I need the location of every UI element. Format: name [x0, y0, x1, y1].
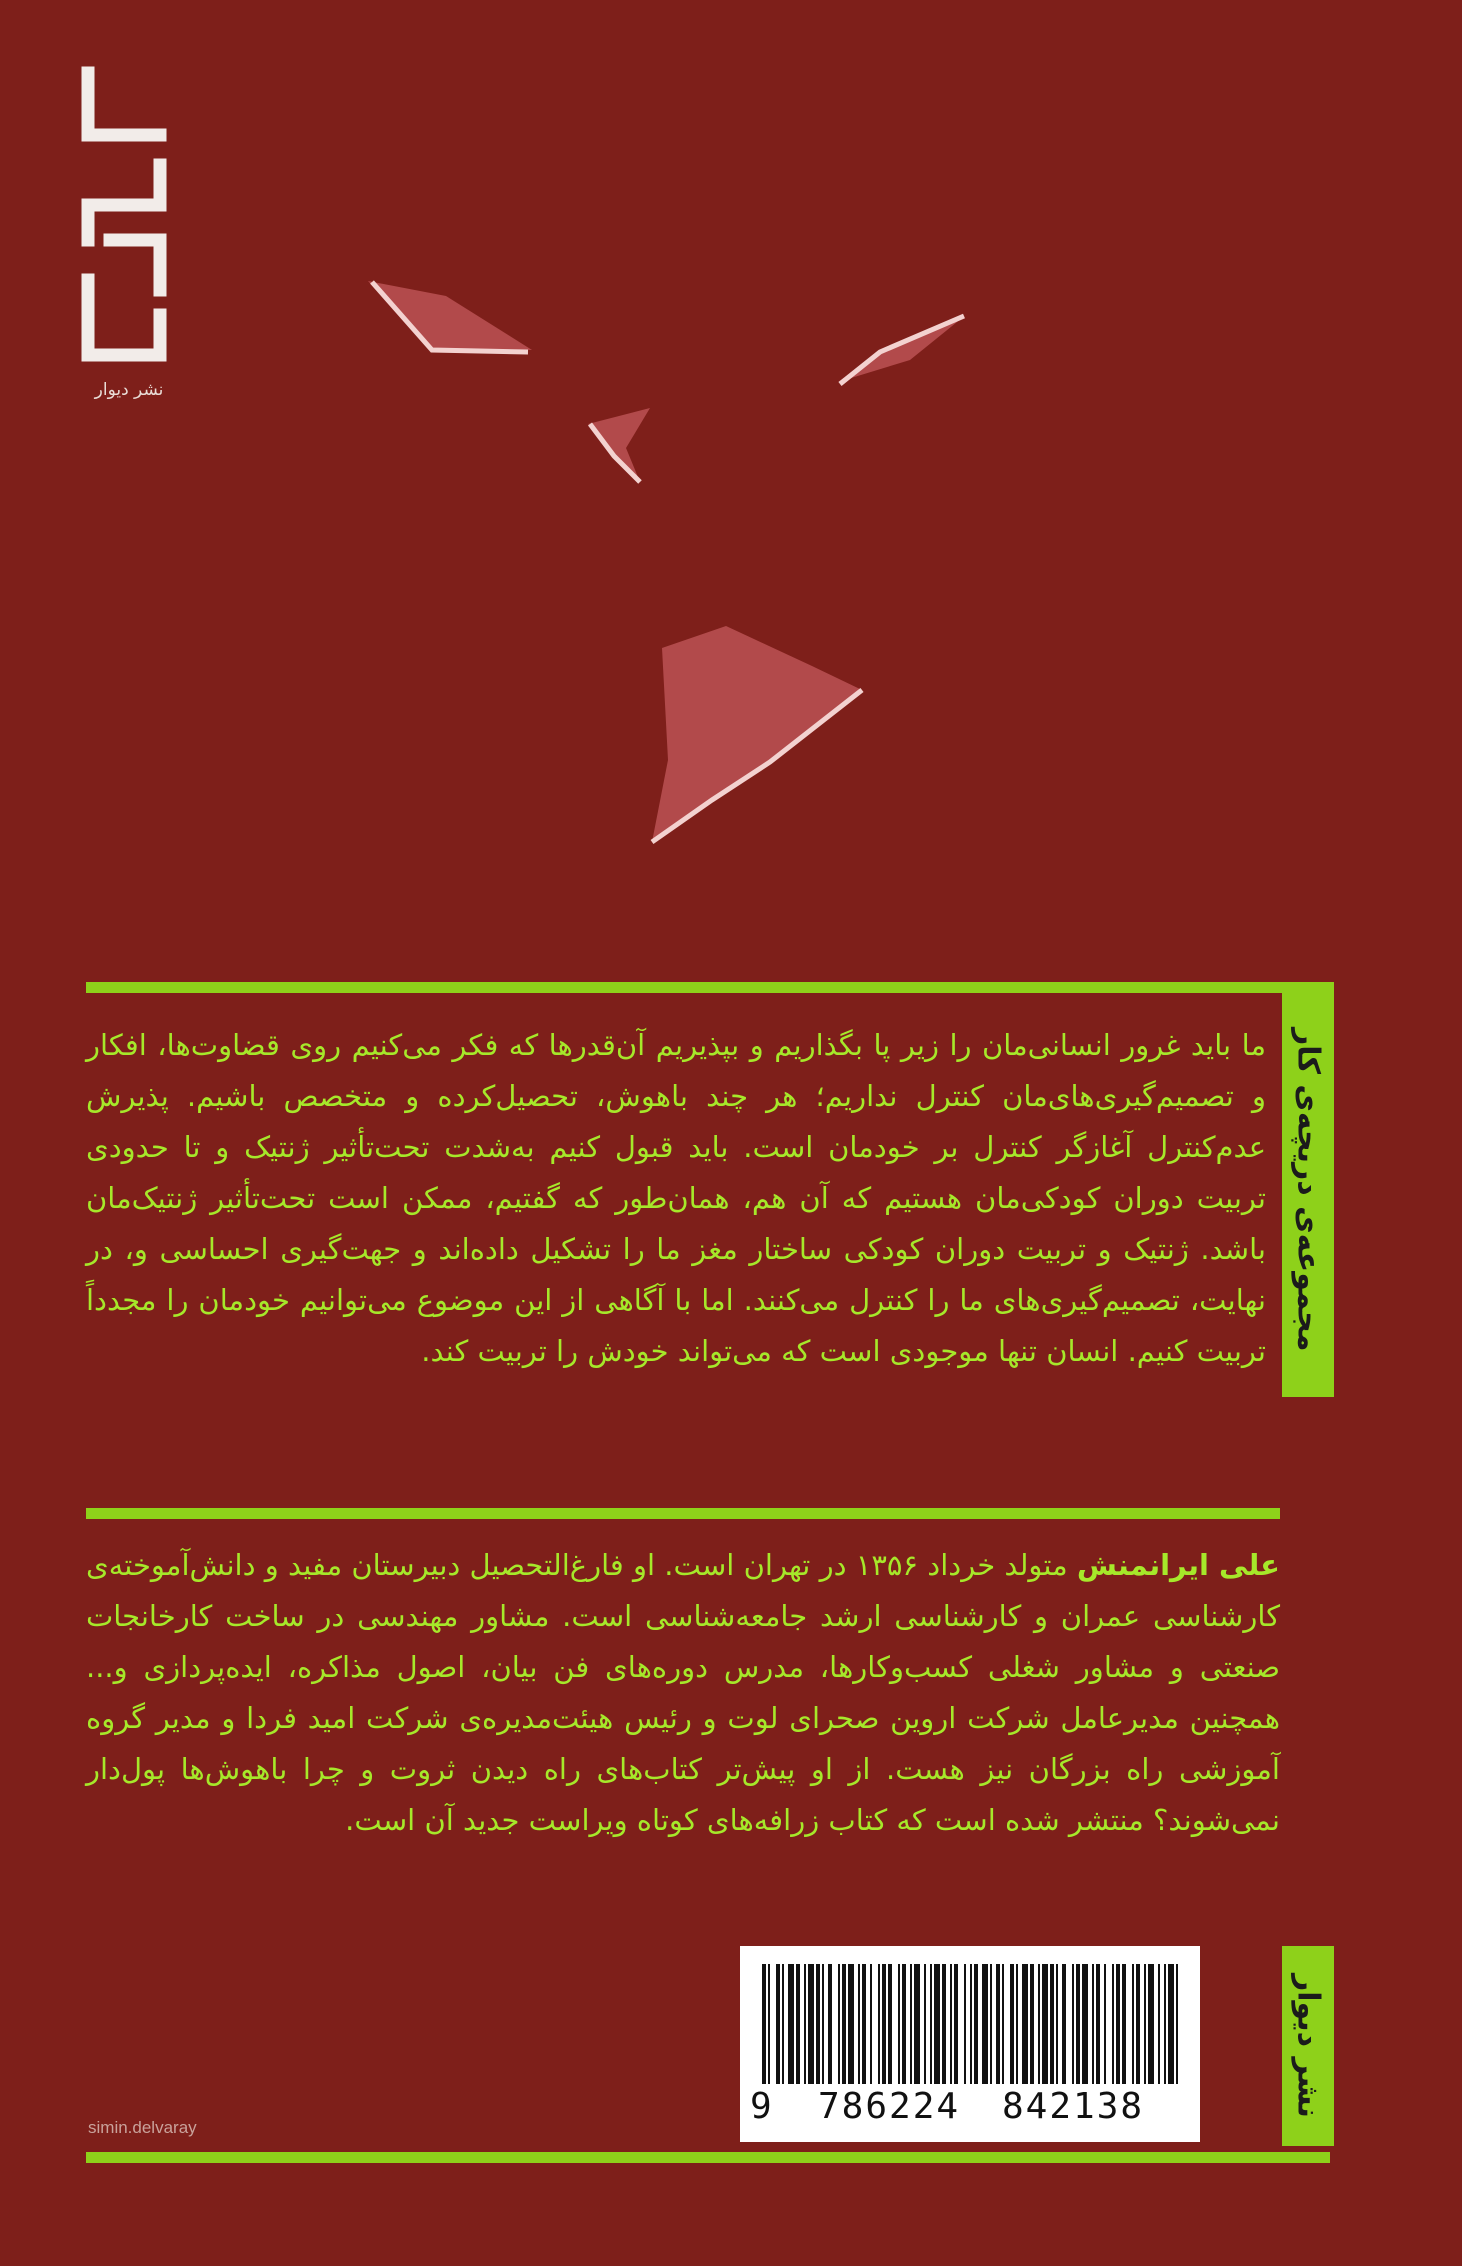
shards-illustration — [0, 0, 1462, 900]
barcode-bar — [910, 1964, 912, 2084]
barcode-bar — [1136, 1964, 1140, 2084]
barcode-bar — [828, 1964, 832, 2084]
barcode-bar — [862, 1964, 866, 2084]
isbn-right-group: 842138 — [1002, 2086, 1145, 2127]
barcode-bar — [1096, 1964, 1100, 2084]
barcode-bar — [878, 1964, 880, 2084]
designer-credit: simin.delvaray — [88, 2118, 197, 2137]
barcode-bar — [1050, 1964, 1054, 2084]
barcode-bar — [782, 1964, 784, 2084]
barcode-bar — [1122, 1964, 1126, 2084]
barcode-bar — [1022, 1964, 1028, 2084]
barcode-bar — [1072, 1964, 1074, 2084]
isbn-barcode — [740, 1946, 1200, 2142]
barcode-bar — [1112, 1964, 1114, 2084]
barcode-bar — [1168, 1964, 1174, 2084]
barcode-bar — [1002, 1964, 1004, 2084]
barcode-bar — [1010, 1964, 1014, 2084]
barcode-bar — [796, 1964, 800, 2084]
barcode-bar — [1176, 1964, 1178, 2084]
barcode-bar — [1092, 1964, 1094, 2084]
publisher-tab — [1282, 1946, 1334, 2146]
barcode-bar — [1082, 1964, 1088, 2084]
description-paragraph: ما باید غرور انسانی‌مان را زیر پا بگذاریم و بپذیریم آن‌قدرها که فکر می‌کنیم روی قضاوت‌ها، افکار و تصمیم‌گیری‌های‌مان کنترل نداریم؛ هر چند باهوش، تحصیل‌کرده و متخصص باشیم. پذیرش عدم‌کنترل آغازگر کنترل بر خودمان است. باید قبول کنیم به‌شدت تحت‌تأثیر ژنتیک و تا حدودی تربیت دوران کودکی‌مان هستیم که آن هم، همان‌طور که گفتیم، ممکن است تحت‌تأثیر ژنتیک‌مان باشد. ژنتیک و تربیت دوران کودکی ساختار مغز ما را تشکیل داده‌اند و جهت‌گیری احساسی و، در نهایت، تصمیم‌گیری‌های ما را کنترل می‌کنند. اما با آگاهی از این موضوع می‌توانیم خودمان را مجدداً تربیت کنیم. انسان تنها موجودی است که می‌تواند خودش را تربیت کند. — [86, 1028, 1266, 1368]
author-text — [86, 1540, 1280, 1846]
barcode-bar — [1076, 1964, 1080, 2084]
barcode-bar — [838, 1964, 840, 2084]
barcode-icon — [762, 1964, 1178, 2084]
barcode-bar — [776, 1964, 780, 2084]
barcode-bar — [1158, 1964, 1160, 2084]
barcode-bar — [1104, 1964, 1106, 2084]
barcode-bar — [804, 1964, 806, 2084]
barcode-bar — [822, 1964, 824, 2084]
shard-large — [652, 626, 862, 842]
bottom-rule — [86, 2152, 1330, 2163]
logo-caption: نشر دیوار — [94, 380, 164, 400]
shard-top-right — [838, 316, 964, 384]
barcode-bar — [930, 1964, 932, 2084]
barcode-bar — [974, 1964, 978, 2084]
barcode-bar — [902, 1964, 906, 2084]
barcode-bar — [990, 1964, 992, 2084]
barcode-bar — [942, 1964, 946, 2084]
barcode-bar — [1030, 1964, 1034, 2084]
barcode-bar — [1062, 1964, 1066, 2084]
barcode-bar — [1132, 1964, 1134, 2084]
publisher-tab-label: نشر دیوار — [1290, 1974, 1326, 2118]
barcode-bar — [1144, 1964, 1146, 2084]
barcode-bar — [1042, 1964, 1048, 2084]
barcode-bar — [768, 1964, 770, 2084]
barcode-bar — [954, 1964, 958, 2084]
barcode-bar — [924, 1964, 926, 2084]
barcode-bar — [950, 1964, 952, 2084]
isbn-left-group: 786224 — [818, 2086, 961, 2127]
barcode-bar — [996, 1964, 1000, 2084]
barcode-bar — [1056, 1964, 1058, 2084]
barcode-bar — [762, 1964, 766, 2084]
author-name: علی ایرانمنش — [1076, 1548, 1280, 1582]
barcode-bar — [1164, 1964, 1166, 2084]
description-top-rule — [86, 982, 1330, 993]
barcode-bar — [870, 1964, 872, 2084]
series-label: مجموعه‌ی دریچه‌ی کار — [1290, 1027, 1326, 1352]
barcode-bar — [848, 1964, 854, 2084]
author-top-rule — [86, 1508, 1280, 1519]
barcode-bar — [808, 1964, 814, 2084]
barcode-bar — [882, 1964, 886, 2084]
barcode-bar — [964, 1964, 966, 2084]
isbn-first-digit: 9 — [750, 2086, 772, 2127]
barcode-bar — [1016, 1964, 1018, 2084]
barcode-bar — [914, 1964, 920, 2084]
barcode-bar — [970, 1964, 972, 2084]
barcode-bar — [898, 1964, 900, 2084]
barcode-bar — [1038, 1964, 1040, 2084]
barcode-bar — [788, 1964, 794, 2084]
shard-small — [588, 408, 650, 482]
barcode-bar — [1116, 1964, 1120, 2084]
barcode-bar — [888, 1964, 892, 2084]
series-tab — [1282, 982, 1334, 1397]
barcode-bar — [1148, 1964, 1154, 2084]
author-paragraph — [86, 1540, 1280, 1846]
barcode-bar — [816, 1964, 820, 2084]
author-bio: متولد خرداد ۱۳۵۶ در تهران است. او فارغ‌التحصیل دبیرستان مفید و دانش‌آموخته‌ی کارشناسی عمران و کارشناسی ارشد جامعه‌شناسی است. مشاور مهندسی در ساخت کارخانجات صنعتی و مشاور شغلی کسب‌وکارها، مدرس دوره‌های فن بیان، اصول مذاکره، ایده‌پردازی و... همچنین مدیرعامل شرکت اروین صحرای لوت و رئیس هیئت‌مدیره‌ی شرکت امید فردا و مدیر گروه آموزشی راه بزرگان نیز هست. از او پیش‌تر کتاب‌های راه دیدن ثروت و چرا باهوش‌ها پول‌دار نمی‌شوند؟ منتشر شده است که کتاب زرافه‌های کوتاه ویراست جدید آن است. — [86, 1548, 1280, 1837]
barcode-bar — [982, 1964, 988, 2084]
barcode-bar — [858, 1964, 860, 2084]
description-text — [86, 1020, 1266, 1377]
shard-top-left — [368, 281, 532, 352]
barcode-bar — [934, 1964, 940, 2084]
barcode-bar — [842, 1964, 846, 2084]
